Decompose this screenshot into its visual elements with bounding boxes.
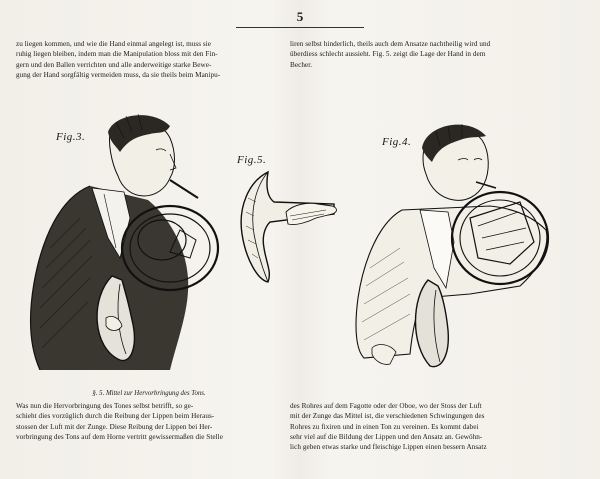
fig5-label: Fig.5. xyxy=(237,154,267,166)
text-line: des Rohres auf dem Fagotte oder der Oboe, wo der Stoss der Luft xyxy=(290,402,482,410)
text-line: zu liegen kommen, und wie die Hand einmal angelegt ist, muss sie xyxy=(16,40,212,48)
section-heading: §. 5. Mittel zur Hervorbringung des Tons. xyxy=(92,390,206,397)
text-line: Rohres zu fixiren und in einen Ton zu vereinen. Es kommt dabei xyxy=(290,422,479,431)
text-line: gern und den Ballen verrichten und alle anderweitige starke Bewe- xyxy=(16,60,212,69)
bottom-right-text-column xyxy=(290,401,564,452)
text-line: mit der Zunge das Mittel ist, die verschiedenen Schwingungen des xyxy=(290,412,485,421)
fig3-label: Fig.3. xyxy=(56,131,86,143)
text-line: liren selbst hinderlich, theils auch dem Ansatze nachtheilig wird und xyxy=(290,40,491,48)
text-line: schieht dies vorzüglich durch die Reibung der Lippen beim Heraus- xyxy=(16,412,215,421)
text-line: Was nun die Hervorbringung des Tones selbst betrifft, so ge- xyxy=(16,402,194,410)
bottom-left-text-column xyxy=(16,401,282,442)
text-line: gung der Hand sorgfältig vermeiden muss, da sie theils beim Manipu- xyxy=(16,70,221,79)
header-rule xyxy=(236,27,364,28)
text-line: lich geben etwas starke und fleischige Lippen einen bessern Ansatz xyxy=(290,443,487,452)
text-line: sehr viel auf die Bildung der Lippen und den Ansatz an. Gewöhn- xyxy=(290,432,483,441)
top-left-text-column xyxy=(16,39,282,80)
fig4-label: Fig.4. xyxy=(382,136,412,148)
text-line: Becher. xyxy=(290,60,313,69)
text-line: vorbringung des Tons auf dem Horne vertritt gewissermaßen die Stelle xyxy=(16,432,223,441)
text-line: ruhig liegen bleiben, indem man die Manipulation bloss mit den Fin- xyxy=(16,50,218,59)
fig4-hornist-illustration xyxy=(350,118,570,370)
fig3-hornist-illustration xyxy=(20,108,230,370)
text-line: überdiess schlecht aussieht. Fig. 5. zeigt die Lage der Hand in dem xyxy=(290,50,486,59)
text-line: stossen der Luft mit der Zunge. Diese Reibung der Lippen bei Her- xyxy=(16,422,213,431)
top-right-text-column xyxy=(290,39,564,70)
fig5-hand-in-bell-illustration xyxy=(234,168,344,286)
page-number: 5 xyxy=(296,9,304,24)
